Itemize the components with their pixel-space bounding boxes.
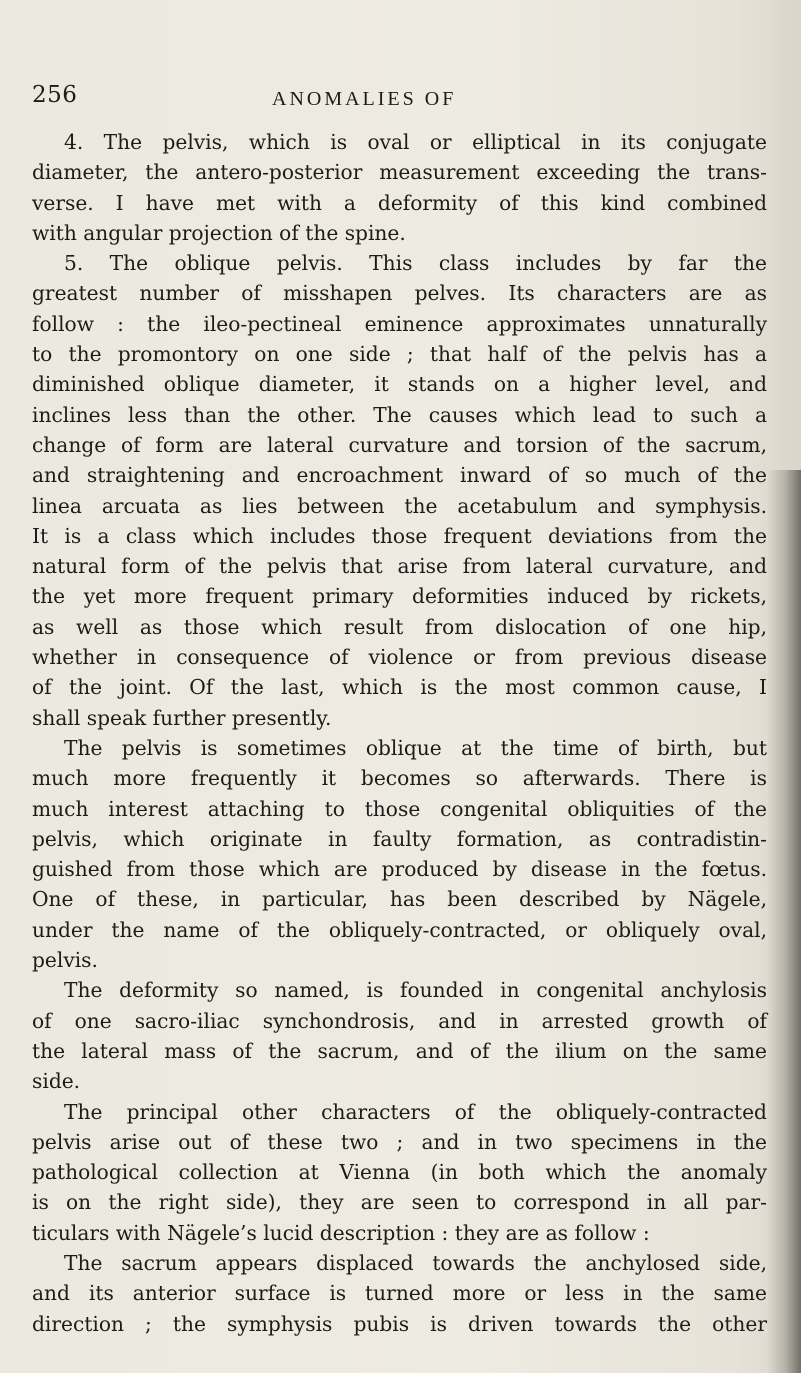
text-line: pathological collection at Vienna (in both which the anomaly	[32, 1160, 767, 1185]
text-line: The pelvis is sometimes oblique at the time of birth, but	[64, 735, 767, 760]
text-line: follow : the ileo-pectineal eminence approximates unnaturally	[32, 311, 767, 336]
text-line: change of form are lateral curvature and torsion of the sacrum,	[32, 432, 767, 457]
text-line: as well as those which result from dislocation of one hip,	[32, 614, 767, 639]
running-head: ANOMALIES OF	[272, 88, 457, 110]
text-line: whether in consequence of violence or from previous disease	[32, 645, 767, 670]
text-line: 4. The pelvis, which is oval or elliptical in its conjugate	[64, 130, 767, 154]
text-line: The deformity so named, is founded in congenital anchylosis	[64, 978, 767, 1003]
text-line: pelvis arise out of these two ; and in two specimens in the	[32, 1129, 767, 1154]
text-line: direction ; the symphysis pubis is driven towards the other	[32, 1311, 767, 1336]
text-line: guished from those which are produced by disease in the fœtus.	[32, 857, 767, 882]
text-line: is on the right side), they are seen to correspond in all par-	[32, 1190, 767, 1215]
text-line: ticulars with Nägele’s lucid description : they are as follow :	[32, 1220, 650, 1245]
body-text	[32, 127, 767, 1339]
text-line: The sacrum appears displaced towards the anchylosed side,	[64, 1250, 767, 1275]
text-line: verse. I have met with a deformity of this kind combined	[32, 190, 767, 215]
text-line: the lateral mass of the sacrum, and of the ilium on the same	[32, 1038, 767, 1063]
text-line: to the promontory on one side ; that half of the pelvis has a	[32, 342, 767, 367]
text-line: diameter, the antero-posterior measurement exceeding the trans-	[32, 160, 767, 185]
text-line: of the joint. Of the last, which is the most common cause, I	[32, 675, 767, 700]
text-line: and its anterior surface is turned more or less in the same	[32, 1281, 767, 1306]
text-line: of one sacro-iliac synchondrosis, and in arrested growth of	[32, 1008, 767, 1033]
text-line: inclines less than the other. The causes which lead to such a	[32, 402, 767, 427]
page-edge-shadow	[767, 470, 801, 1373]
text-line: pelvis.	[32, 948, 98, 973]
text-line: It is a class which includes those frequent deviations from the	[32, 523, 767, 548]
text-line: natural form of the pelvis that arise from lateral curvature, and	[32, 554, 767, 579]
text-line: shall speak further presently.	[32, 705, 332, 730]
text-line: much interest attaching to those congenital obliquities of the	[32, 796, 767, 821]
page-number: 256	[32, 82, 78, 108]
text-line: the yet more frequent primary deformities induced by rickets,	[32, 584, 767, 609]
page-header	[32, 82, 792, 118]
text-line: side.	[32, 1069, 81, 1094]
text-line: One of these, in particular, has been described by Nägele,	[32, 887, 767, 912]
text-line: The principal other characters of the obliquely-contracted	[64, 1099, 767, 1124]
text-line: 5. The oblique pelvis. This class includes by far the	[64, 251, 767, 276]
text-line: diminished oblique diameter, it stands on a higher level, and	[32, 372, 767, 397]
text-line: and straightening and encroachment inward of so much of the	[32, 463, 767, 488]
text-line: greatest number of misshapen pelves. Its characters are as	[32, 281, 767, 306]
text-line: much more frequently it becomes so afterwards. There is	[32, 766, 767, 791]
text-line: with angular projection of the spine.	[32, 220, 406, 245]
text-line: pelvis, which originate in faulty formation, as contradistin-	[32, 826, 767, 851]
text-line: linea arcuata as lies between the acetabulum and symphysis.	[32, 493, 767, 518]
text-line: under the name of the obliquely-contracted, or obliquely oval,	[32, 917, 767, 942]
